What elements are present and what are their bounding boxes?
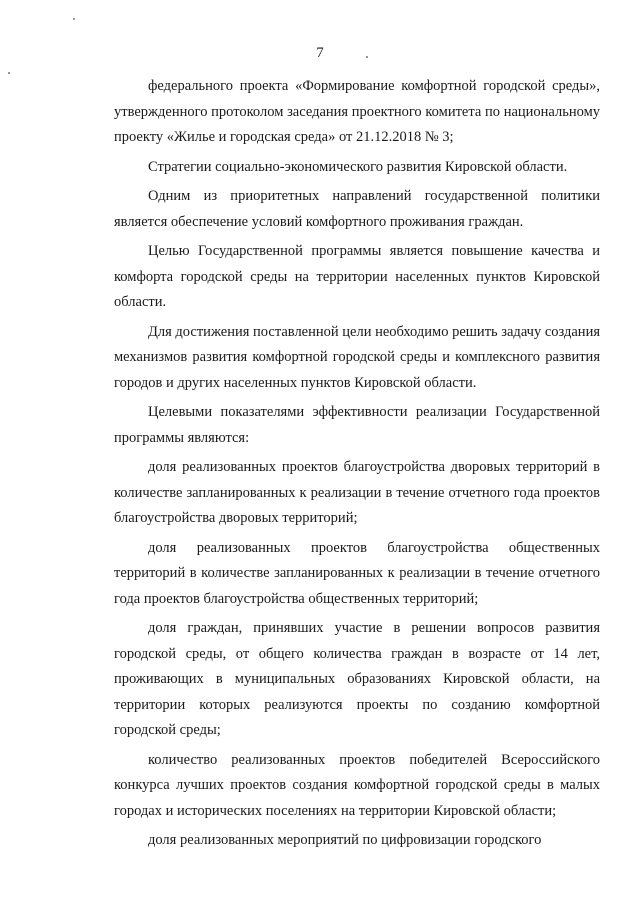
- paragraph-indicator-digitalization: доля реализованных мероприятий по цифровизации городского: [148, 832, 542, 848]
- paragraph-program-goal: Целью Государственной программы является повышение качества и комфорта городской среды на территории населенных пунктов Кировской области.: [114, 243, 600, 310]
- paragraph-priority-direction: Одним из приоритетных направлений государственной политики является обеспечение условий комфортного проживания граждан.: [114, 188, 600, 230]
- paragraph-indicator-contest: количество реализованных проектов победителей Всероссийского конкурса лучших проектов создания комфортной городской среды в малых городах и исторических поселениях на территории Кировской области;: [114, 751, 600, 819]
- document-body: [114, 74, 600, 854]
- scan-dot-mark: [73, 18, 75, 20]
- paragraph-indicator-courtyards: доля реализованных проектов благоустройства дворовых территорий в количестве запланированных к реализации в течение отчетного года проектов благоустройства дворовых территорий;: [114, 459, 600, 526]
- scan-dot-mark: [8, 72, 10, 74]
- page-number: 7: [316, 45, 324, 61]
- paragraph-regional-strategy: Стратегии социально-экономического развития Кировской области.: [148, 158, 568, 175]
- paragraph-federal-project: федерального проекта «Формирование комфортной городской среды», утвержденного протоколом заседания проектного комитета по национальному проекту «Жилье и городская среда» от 21.12.2018 № 3;: [114, 78, 600, 145]
- paragraph-indicator-citizens: доля граждан, принявших участие в решении вопросов развития городской среды, от общего количества граждан в возрасте от 14 лет, проживающих в муниципальных образованиях Кировской области, на территории которых реализуются проекты по созданию комфортной городской среды;: [114, 620, 600, 738]
- paragraph-program-task: Для достижения поставленной цели необходимо решить задачу создания механизмов развития комфортной городской среды и комплексного развития городов и других населенных пунктов Кировской области.: [114, 323, 600, 391]
- paragraph-indicator-public-areas: доля реализованных проектов благоустройства общественных территорий в количестве запланированных к реализации в течение отчетного года проектов благоустройства общественных территорий;: [114, 539, 600, 607]
- paragraph-target-indicators: Целевыми показателями эффективности реализации Государственной программы являются:: [114, 404, 600, 446]
